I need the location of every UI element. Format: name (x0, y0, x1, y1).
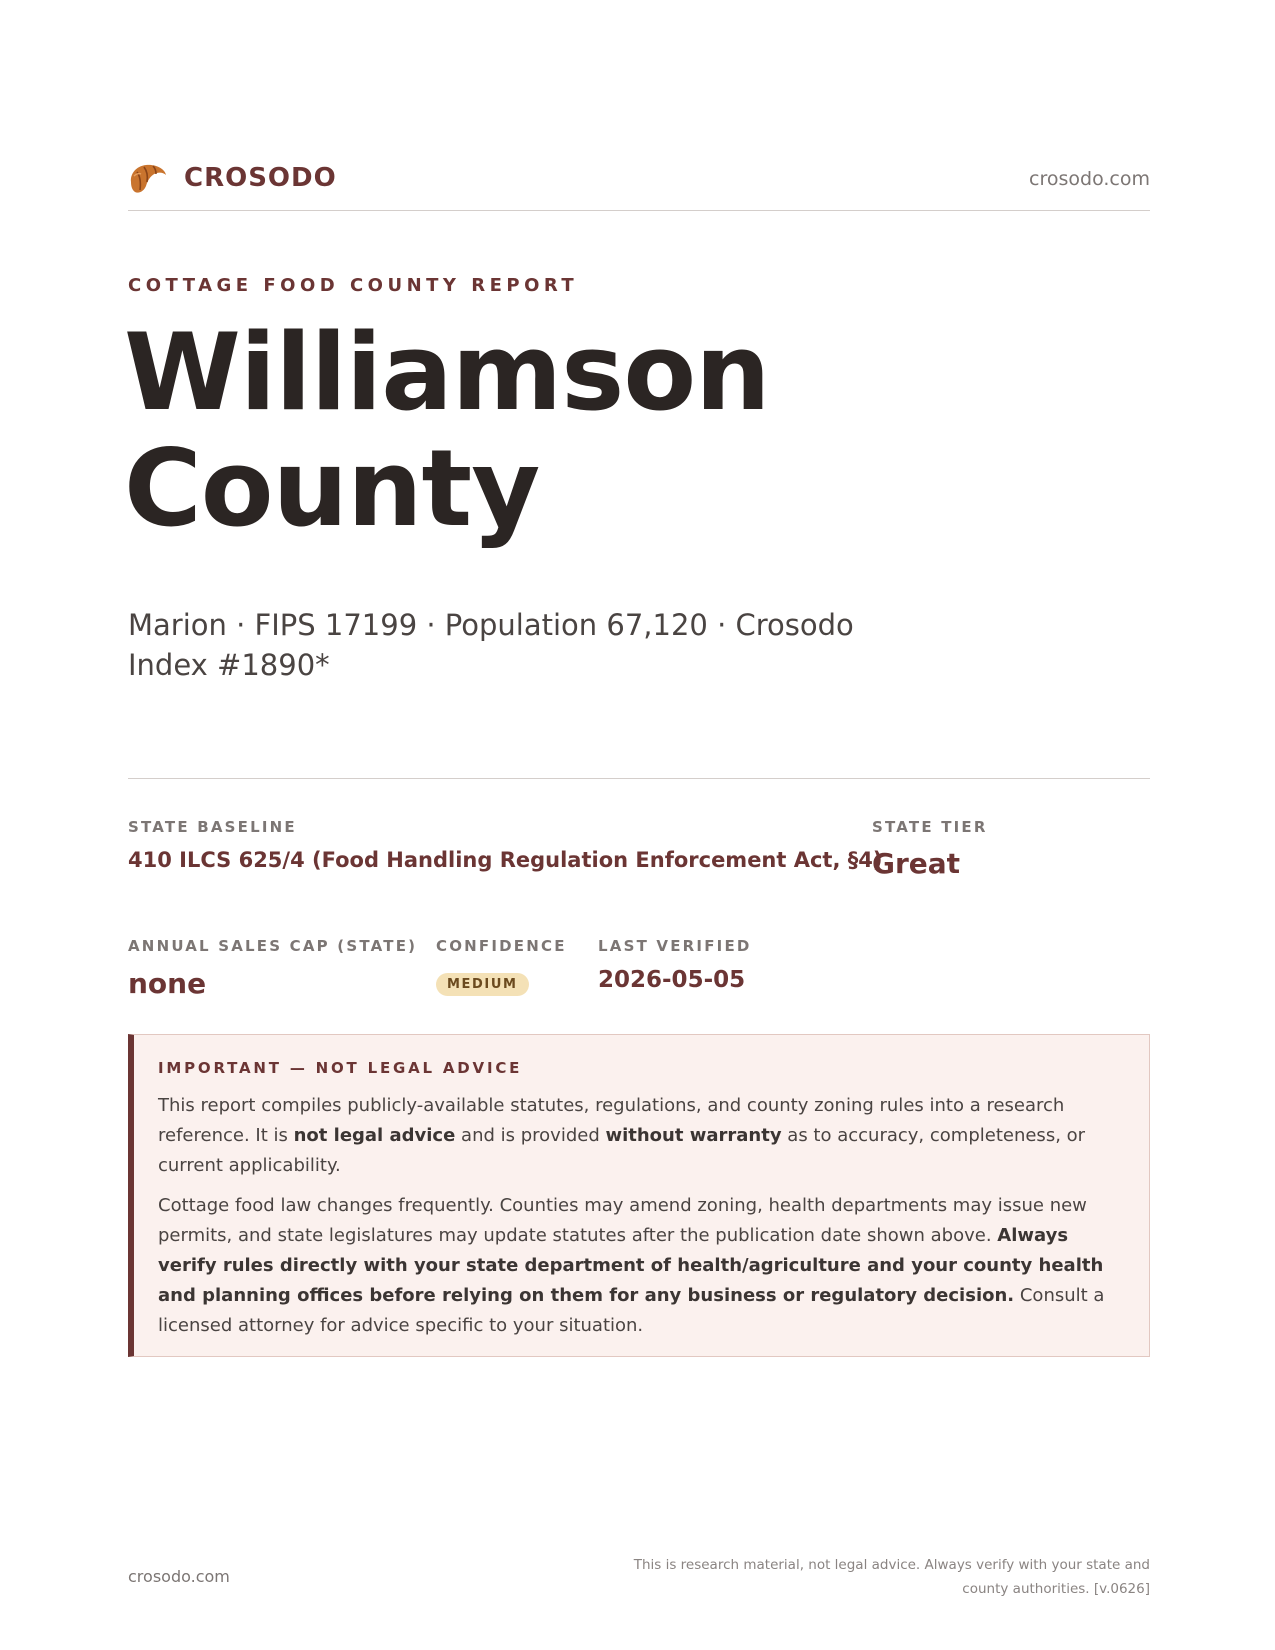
page-subtitle: Marion · FIPS 17199 · Population 67,120 · Crosodo Index #1890* (128, 608, 854, 682)
sales-cap-field (128, 937, 417, 1000)
title-line-2: County (124, 427, 540, 550)
sales-cap-label: ANNUAL SALES CAP (STATE) (128, 937, 418, 955)
sales-cap-value: none (128, 967, 207, 1000)
notice-paragraph-2 (158, 1191, 1123, 1341)
brand-name: CROSODO (184, 163, 337, 193)
last-verified-field (598, 937, 752, 993)
section-divider (128, 778, 1150, 779)
state-tier-field (872, 818, 988, 880)
page-title (124, 311, 770, 550)
report-eyebrow: COTTAGE FOOD COUNTY REPORT (128, 275, 579, 296)
state-baseline-label: STATE BASELINE (128, 818, 297, 836)
notice-emphasis: Always verify rules directly with your state department of health/agriculture and your county health and planning offices before relying on them for any business or regulatory decision. (158, 1225, 1104, 1306)
confidence-badge: MEDIUM (436, 973, 529, 996)
notice-emphasis: not legal advice (293, 1125, 456, 1146)
legal-notice (128, 1034, 1150, 1357)
confidence-field (436, 937, 567, 996)
state-tier-label: STATE TIER (872, 818, 988, 836)
site-link[interactable]: crosodo.com (1029, 168, 1150, 190)
notice-title: IMPORTANT — NOT LEGAL ADVICE (158, 1059, 523, 1077)
confidence-label: CONFIDENCE (436, 937, 567, 955)
state-tier-value: Great (872, 847, 961, 880)
footer-site-link[interactable]: crosodo.com (128, 1567, 230, 1586)
notice-text: and is provided (455, 1125, 606, 1146)
brand[interactable] (128, 160, 337, 196)
croissant-icon (128, 160, 168, 196)
notice-text: Cottage food law changes frequently. Counties may amend zoning, health departments may issue new permits, and state legislatures may update statutes after the publication date shown above. (158, 1195, 1087, 1246)
last-verified-label: LAST VERIFIED (598, 937, 752, 955)
notice-paragraph-1 (158, 1091, 1123, 1181)
state-baseline-value: 410 ILCS 625/4 (Food Handling Regulation Enforcement Act, §4) (128, 848, 883, 872)
state-baseline-field (128, 818, 882, 872)
notice-emphasis: without warranty (605, 1125, 782, 1146)
notice-text: This report compiles publicly-available statutes, regulations, and county zoning rules into a research reference. It is (158, 1095, 1065, 1146)
footer-disclaimer: This is research material, not legal advice. Always verify with your state and county authorities. [v.0626] (633, 1557, 1150, 1597)
title-line-1: Williamson (124, 311, 770, 434)
page-header (128, 160, 1150, 211)
notice-text: as to accuracy, completeness, or current applicability. (158, 1125, 1086, 1176)
notice-text: Consult a licensed attorney for advice specific to your situation. (158, 1285, 1105, 1336)
last-verified-value: 2026-05-05 (598, 967, 746, 993)
